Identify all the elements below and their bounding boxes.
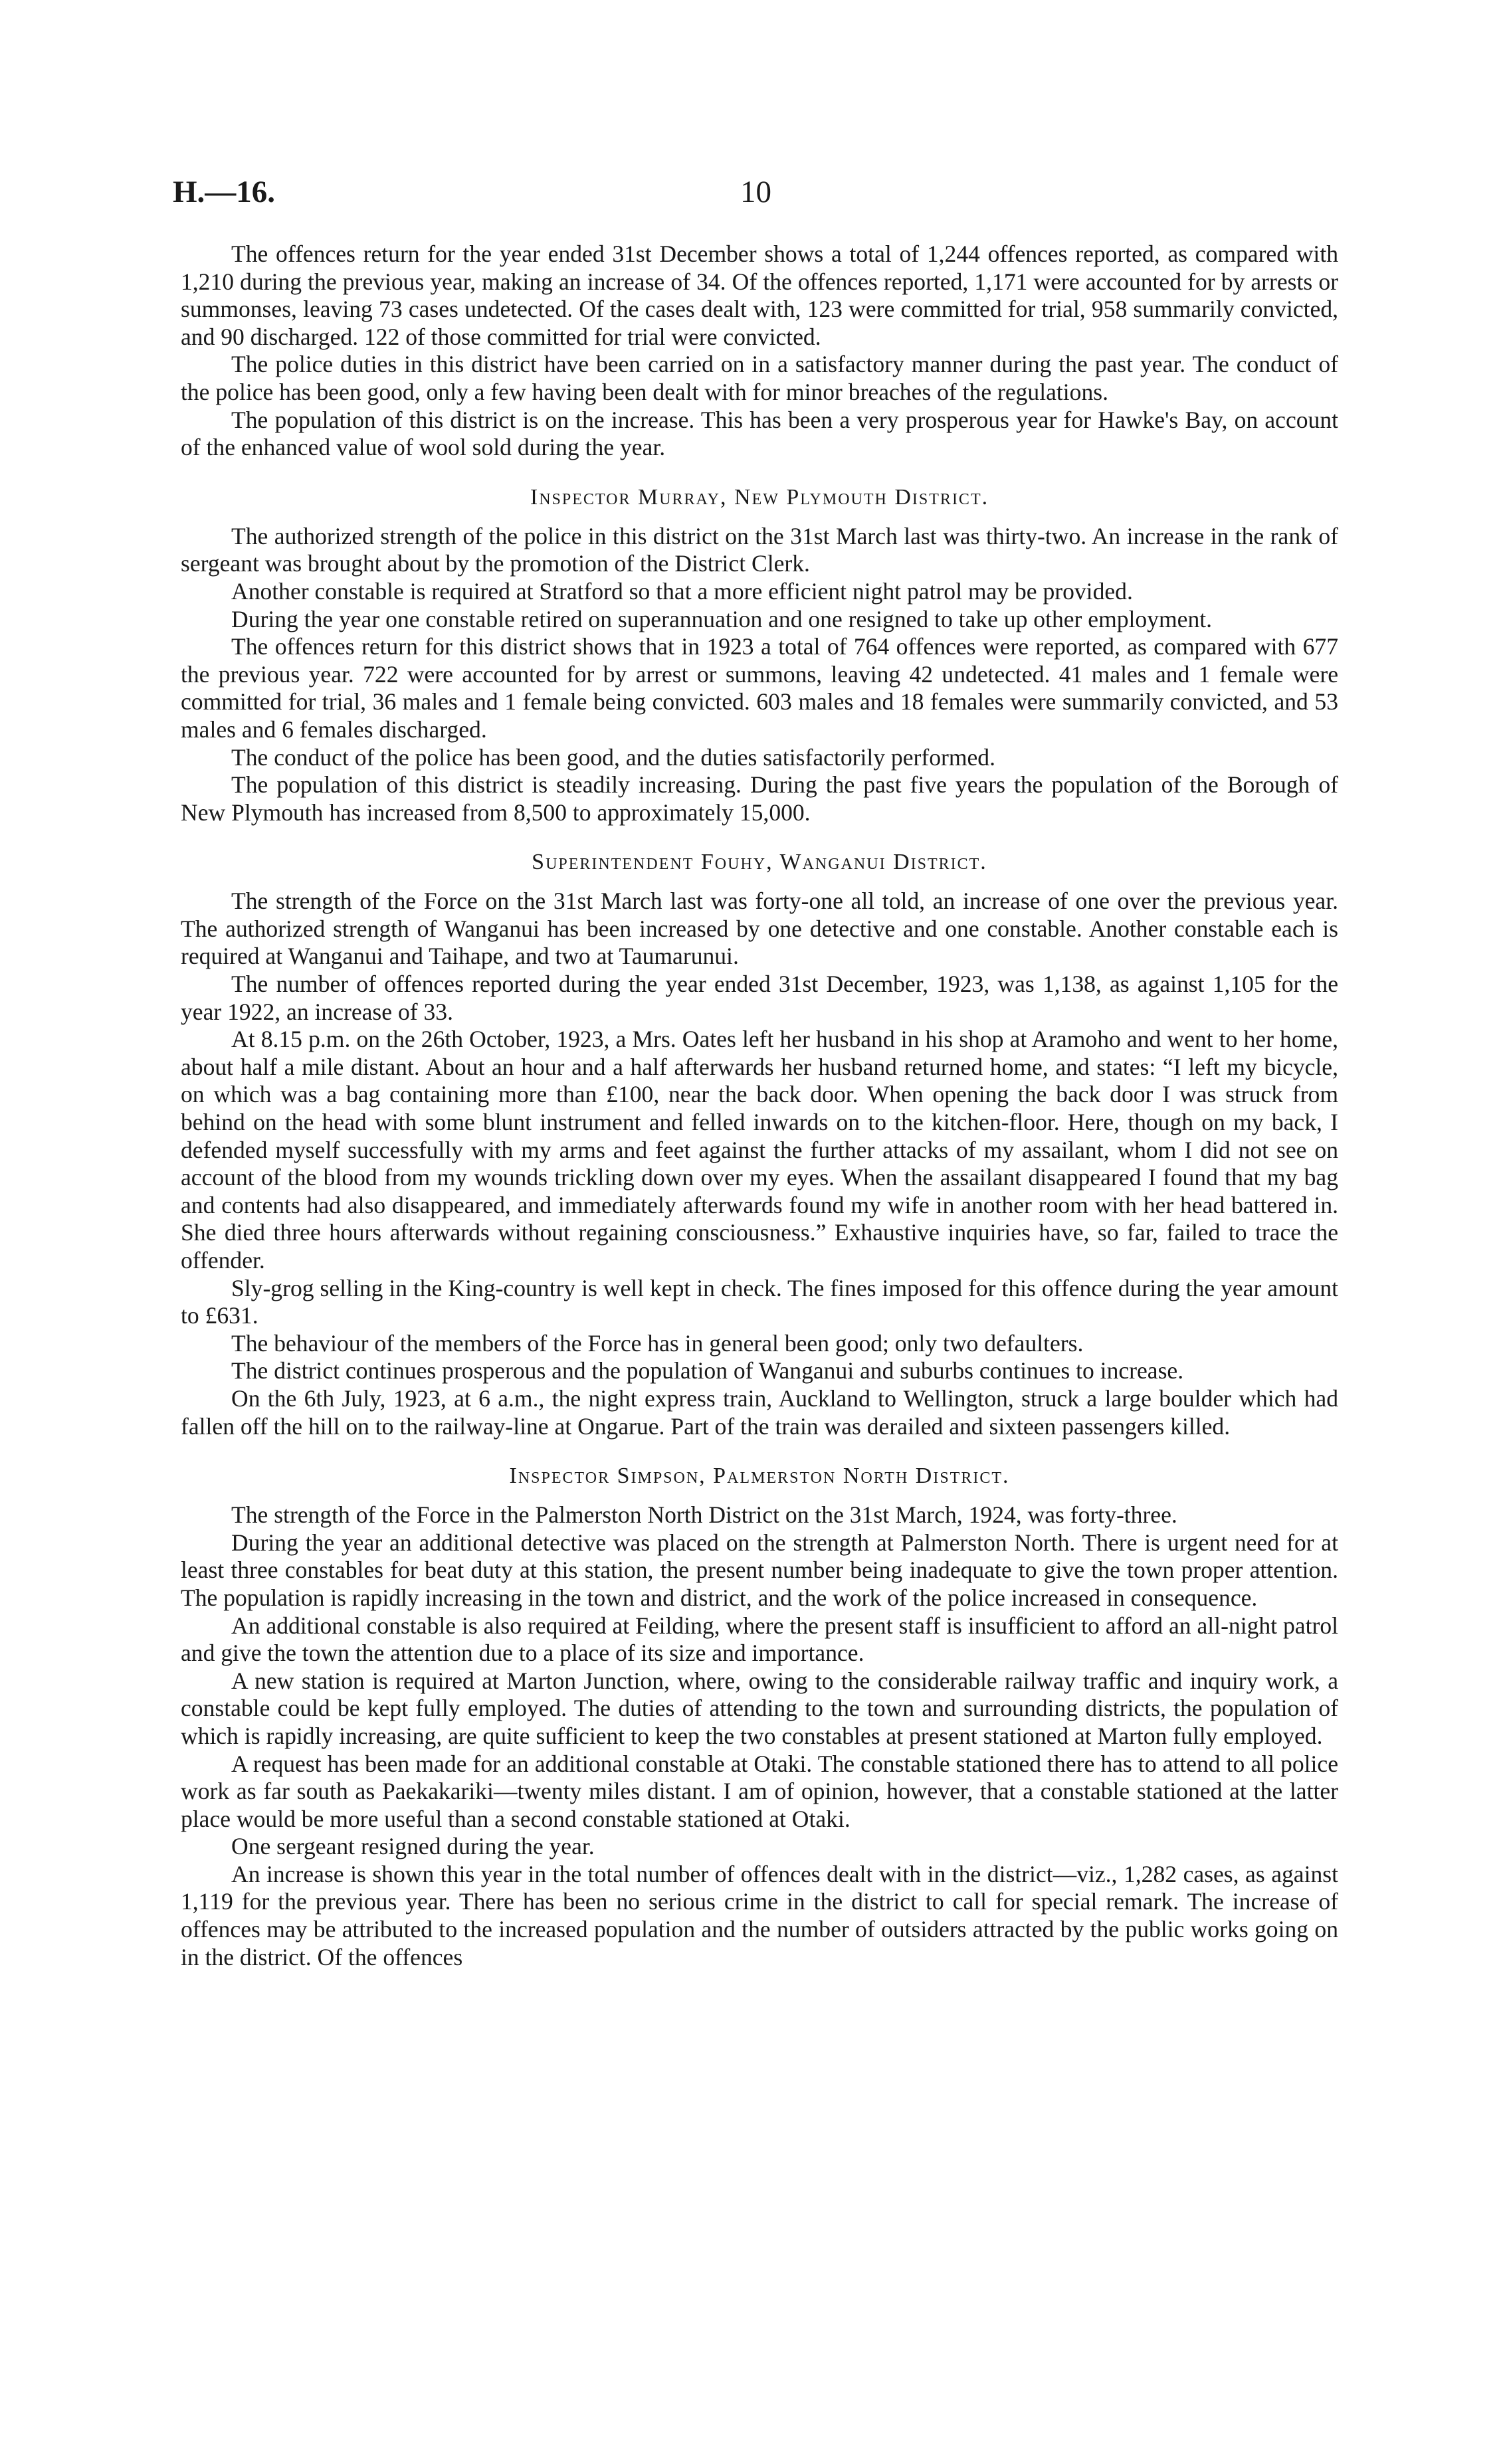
body-paragraph: A request has been made for an additional constable at Otaki. The constable stationed there has to attend to all police work as far south as Paekakariki—twenty miles distant. I am of opinion, however, that a constable stationed at the latter place would be more useful than a second constable stationed at Otaki.: [181, 1750, 1338, 1832]
body-paragraph: At 8.15 p.m. on the 26th October, 1923, a Mrs. Oates left her husband in his shop at Aramoho and went to her home, about half a mile distant. About an hour and a half afterwards her husband returned home, and states: “I left my bicycle, on which was a bag containing more than £100, near the back door. When opening the back door I was struck from behind on the head with some blunt instrument and felled inwards on to the kitchen-floor. Here, though on my back, I defended myself successfully with my arms and feet against the further attacks of my assailant, whom I did not see on account of the blood from my wounds trickling down over my eyes. When the assailant disappeared I found that my bag and contents had also disappeared, and immediately afterwards found my wife in another room with her head battered in. She died three hours afterwards without regaining consciousness.” Exhaustive inquiries have, so far, failed to trace the offender.: [181, 1026, 1338, 1274]
section-heading: Inspector Simpson, Palmerston North District.: [509, 1464, 1010, 1489]
body-paragraph: During the year one constable retired on superannuation and one resigned to take up other employment.: [231, 605, 1213, 632]
report-section: [181, 849, 1338, 1440]
body-paragraph: The offences return for this district shows that in 1923 a total of 764 offences were reported, as compared with 677 the previous year. 722 were accounted for by arrest or summons, leaving 42 undetected. 41 males and 1 female were committed for trial, 36 males and 1 female being convicted. 603 males and 18 females were summarily convicted, and 53 males and 6 females discharged.: [181, 633, 1338, 743]
body-paragraph: The number of offences reported during the year ended 31st December, 1923, was 1,138, as against 1,105 for the year 1922, an increase of 33.: [181, 971, 1338, 1025]
body-paragraph: During the year an additional detective was placed on the strength at Palmerston North. There is urgent need for at least three constables for beat duty at this station, the present number being inadequate to give the town proper attention. The population is rapidly increasing in the town and district, and the work of the police increased in consequence.: [181, 1529, 1338, 1611]
body-paragraph: The strength of the Force on the 31st March last was forty-one all told, an increase of one over the previous year. The authorized strength of Wanganui has been increased by one detective and one constable. Another constable each is required at Wanganui and Taihape, and two at Taumarunui.: [181, 888, 1338, 970]
page-number: 10: [740, 175, 771, 209]
document-id: H.—16.: [173, 175, 276, 209]
body-paragraph: The strength of the Force in the Palmerston North District on the 31st March, 1924, was forty-three.: [231, 1501, 1177, 1529]
document-body: [181, 240, 1338, 1971]
body-paragraph: The behaviour of the members of the Force has in general been good; only two defaulters.: [231, 1329, 1084, 1357]
report-section: [181, 1463, 1338, 1971]
body-paragraph: An increase is shown this year in the total number of offences dealt with in the district—viz., 1,282 cases, as against 1,119 for the previous year. There has been no serious crime in the district to call for special remark. The increase of offences may be attributed to the increased population and the number of outsiders attracted by the public works going on in the district. Of the offences: [181, 1860, 1338, 1970]
body-paragraph: The conduct of the police has been good, and the duties satisfactorily performed.: [231, 743, 995, 771]
body-paragraph: The offences return for the year ended 31st December shows a total of 1,244 offences reported, as compared with 1,210 during the previous year, making an increase of 34. Of the offences reported, 1,171 were accounted for by arrests or summonses, leaving 73 cases undetected. Of the cases dealt with, 123 were committed for trial, 958 summarily convicted, and 90 discharged. 122 of those committed for trial were convicted.: [181, 240, 1338, 350]
body-paragraph: The population of this district is steadily increasing. During the past five years the population of the Borough of New Plymouth has increased from 8,500 to approximately 15,000.: [181, 771, 1338, 826]
body-paragraph: Another constable is required at Stratford so that a more efficient night patrol may be provided.: [231, 577, 1133, 605]
report-section: [181, 484, 1338, 827]
body-paragraph: Sly-grog selling in the King-country is well kept in check. The fines imposed for this offence during the year amount to £631.: [181, 1274, 1338, 1329]
body-paragraph: One sergeant resigned during the year.: [231, 1833, 595, 1860]
body-paragraph: On the 6th July, 1923, at 6 a.m., the night express train, Auckland to Wellington, struck a large boulder which had fallen off the hill on to the railway-line at Ongarue. Part of the train was derailed and sixteen passengers killed.: [181, 1384, 1338, 1440]
body-paragraph: The district continues prosperous and the population of Wanganui and suburbs continues to increase.: [231, 1357, 1184, 1384]
body-paragraph: An additional constable is also required at Feilding, where the present staff is insufficient to afford an all-night patrol and give the town the attention due to a place of its size and importance.: [181, 1612, 1338, 1667]
report-section: [181, 240, 1338, 462]
section-heading: Superintendent Fouhy, Wanganui District.: [532, 850, 987, 875]
body-paragraph: The authorized strength of the police in this district on the 31st March last was thirty-two. An increase in the rank of sergeant was brought about by the promotion of the District Clerk.: [181, 522, 1338, 577]
body-paragraph: The population of this district is on the increase. This has been a very prosperous year for Hawke's Bay, on account of the enhanced value of wool sold during the year.: [181, 406, 1338, 461]
body-paragraph: A new station is required at Marton Junction, where, owing to the considerable railway traffic and inquiry work, a constable could be kept fully employed. The duties of attending to the town and surrounding districts, the population of which is rapidly increasing, are quite sufficient to keep the two constables at present stationed at Marton fully employed.: [181, 1667, 1338, 1749]
body-paragraph: The police duties in this district have been carried on in a satisfactory manner during the past year. The conduct of the police has been good, only a few having been dealt with for minor breaches of the regulations.: [181, 351, 1338, 405]
section-heading: Inspector Murray, New Plymouth District.: [530, 484, 989, 510]
